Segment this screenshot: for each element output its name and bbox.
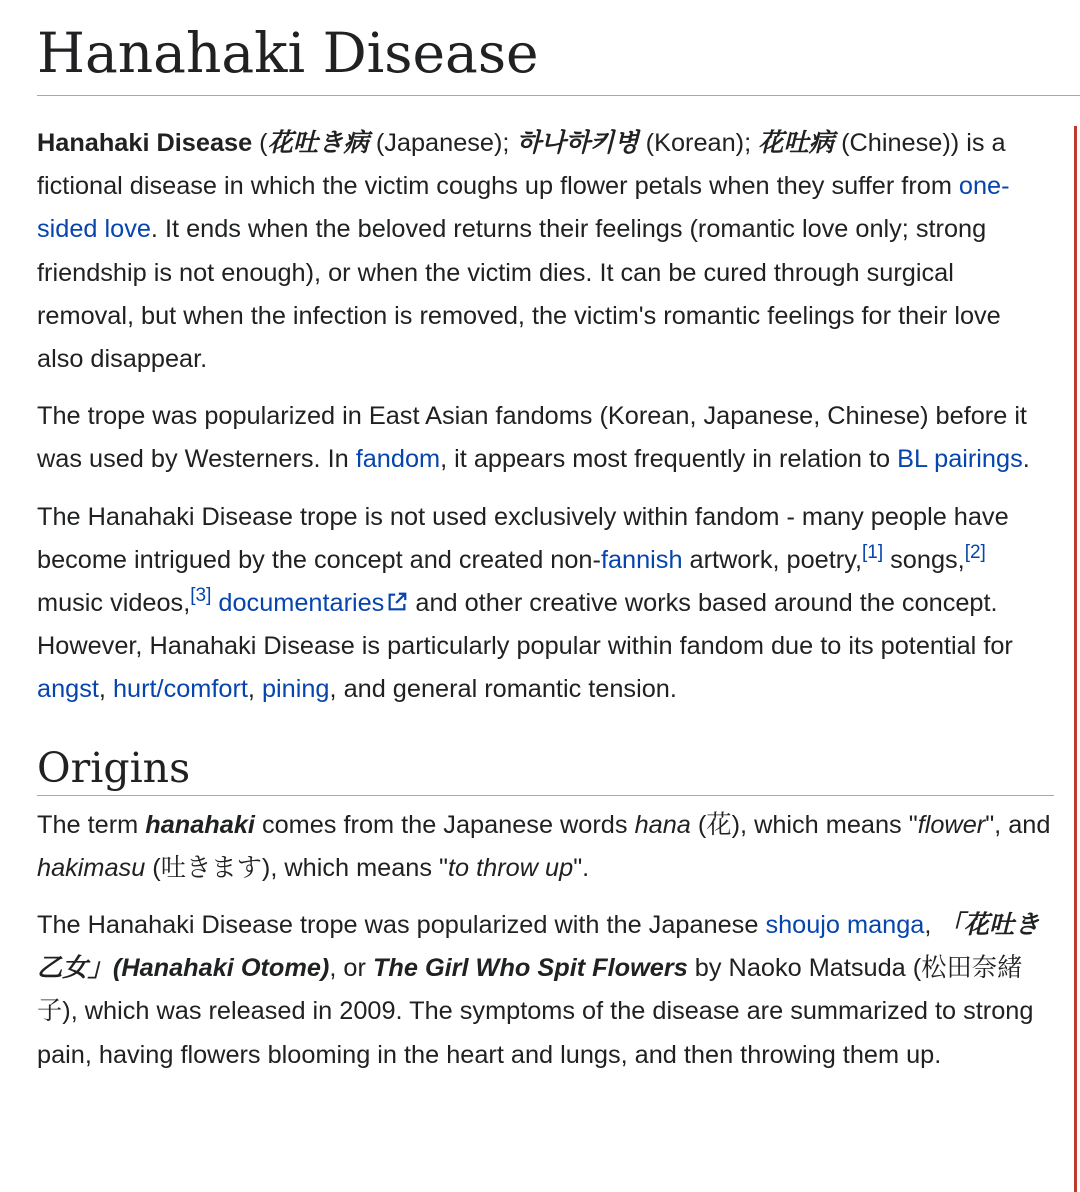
page-title: Hanahaki Disease: [37, 0, 1080, 96]
text: and other creative works based around the concept. However, Hanahaki Disease is particularly popular within fandom due to its potential for: [37, 589, 1013, 661]
reference-3[interactable]: [3]: [190, 585, 212, 607]
text: artwork, poetry,: [682, 545, 862, 574]
text: The Hanahaki Disease trope was popularized with the Japanese: [37, 911, 766, 940]
text: (花), which means ": [690, 810, 918, 839]
korean-term: 하나하키병: [516, 129, 639, 157]
text: , it appears most frequently in relation to: [440, 445, 898, 474]
term-hakimasu: hakimasu: [37, 853, 146, 882]
text: The term: [37, 810, 146, 839]
article: [37, 0, 1054, 1077]
text: ,: [98, 675, 113, 704]
text: .: [1022, 445, 1030, 474]
chinese-term: 花吐病: [758, 129, 835, 157]
sidebar-edge-rule: [1074, 126, 1080, 1192]
text: ".: [573, 853, 590, 882]
japanese-term: 花吐き病: [267, 129, 369, 157]
link-fandom[interactable]: fandom: [355, 445, 441, 474]
text: , and general romantic tension.: [329, 675, 677, 704]
text: (Korean);: [638, 129, 759, 157]
link-bl-pairings[interactable]: BL pairings: [897, 445, 1023, 474]
reference-2[interactable]: [2]: [964, 541, 986, 563]
origins-paragraph-1: [37, 804, 1054, 890]
text: (Japanese);: [368, 129, 517, 157]
text: (吐きます), which means ": [145, 853, 449, 882]
text: ,: [924, 911, 939, 940]
text: The trope was popularized in East Asian fandoms (Korean, Japanese, Chinese) before it was used by Westerners. In: [37, 402, 1027, 474]
text: by Naoko Matsuda (松田奈緒子), which was released in 2009. The symptoms of the disease are summarized to strong pain, having flowers blooming in the heart and lungs, and then throwing them up.: [37, 954, 1034, 1069]
paragraph-2: [37, 395, 1054, 481]
text: The Hanahaki Disease trope is not used exclusively within fandom - many people have become intrigued by the concept and created non-: [37, 502, 1009, 574]
text: . It ends when the beloved returns their feelings (romantic love only; strong friendship is not enough), or when the victim dies. It can be cured through surgical removal, but when the infection is removed, the victim's romantic feelings for their love also disappear.: [37, 215, 1001, 374]
external-link-icon: [386, 591, 408, 613]
text: (: [252, 129, 268, 157]
text: ,: [247, 675, 262, 704]
text: comes from the Japanese words: [254, 810, 635, 839]
term-hana: hana: [634, 810, 691, 839]
text: music videos,: [37, 589, 191, 618]
link-one-sided-love[interactable]: one-sided love: [37, 172, 1010, 244]
link-pining[interactable]: pining: [261, 675, 330, 704]
text: , or: [329, 954, 373, 983]
term-to-throw-up: to throw up: [448, 853, 574, 882]
link-angst[interactable]: angst: [37, 675, 99, 704]
link-fannish[interactable]: fannish: [600, 545, 683, 574]
origins-paragraph-2: [37, 904, 1054, 1077]
term-hanahaki: hanahaki: [145, 810, 255, 839]
text: songs,: [883, 545, 965, 574]
text: (Chinese)) is a fictional disease in which the victim coughs up flower petals when they suffer from: [37, 129, 1006, 201]
paragraph-3: [37, 496, 1054, 712]
link-documentaries-label: documentaries: [218, 589, 385, 618]
link-hurt-comfort[interactable]: hurt/comfort: [112, 675, 248, 704]
reference-1[interactable]: [1]: [862, 541, 884, 563]
text: ", and: [985, 810, 1051, 839]
link-shoujo-manga[interactable]: shoujo manga: [765, 911, 925, 940]
term-bold: Hanahaki Disease: [37, 129, 253, 157]
section-heading-origins: Origins: [37, 748, 1054, 796]
manga-title-english: The Girl Who Spit Flowers: [372, 954, 688, 983]
intro-paragraph: [37, 122, 1054, 381]
link-documentaries[interactable]: [218, 589, 408, 617]
manga-title-japanese: 「花吐き乙女」(Hanahaki Otome): [37, 911, 1040, 983]
term-flower: flower: [917, 810, 986, 839]
